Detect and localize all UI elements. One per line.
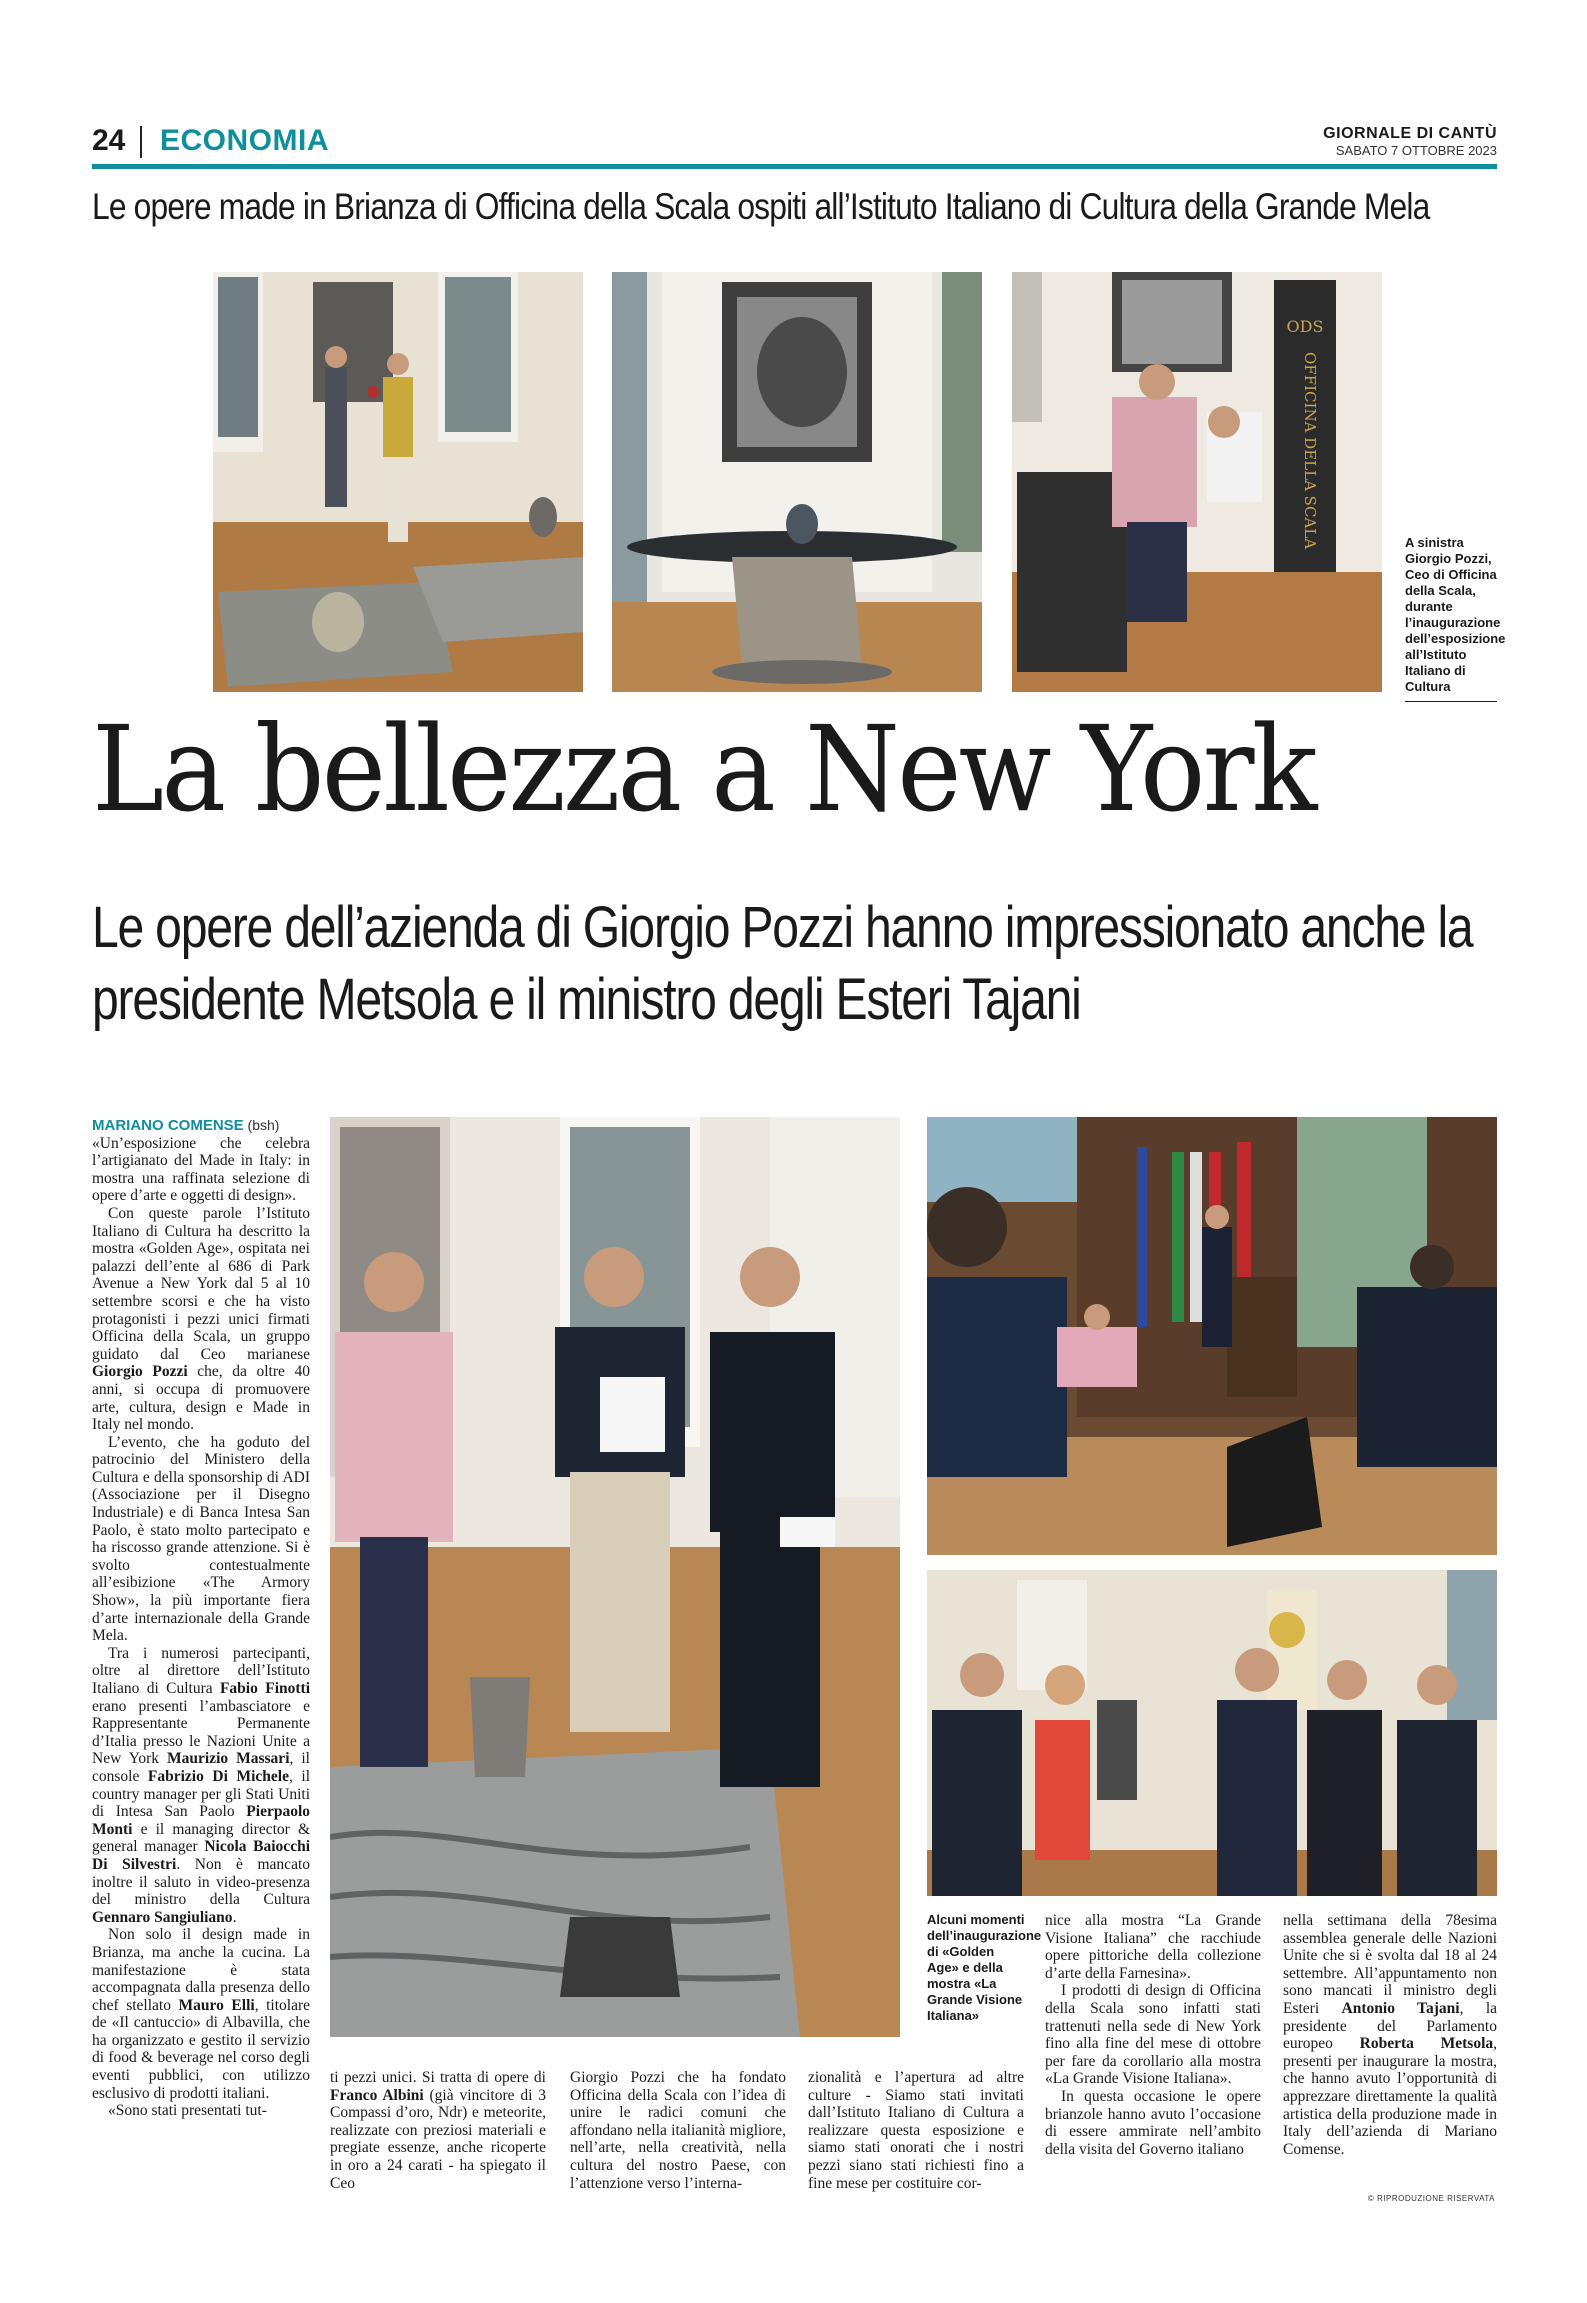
photo-glass-table xyxy=(612,272,982,692)
paragraph: zionalità e l’apertura ad altre culture - Siamo stati invitati dall’Istituto Italiano di Cultura a realizzare questa esposizione e siamo stati onorati che i nostri pezzi siano stati richiesti fino a fine mese per costituire cor- xyxy=(808,2069,1024,2192)
person-name: Nicola Baiocchi Di Silvestri xyxy=(92,1838,310,1873)
issue-date: SABATO 7 OTTOBRE 2023 xyxy=(1335,143,1497,158)
person-name: Mauro Elli xyxy=(178,1996,255,2014)
paragraph: «Un’esposizione che celebra l’artigianato del Made in Italy: in mostra una raffinata selezione di opere d’arte e oggetti di design». xyxy=(92,1134,310,1205)
person-name: Maurizio Massari xyxy=(167,1750,290,1768)
caption-top-photo: A sinistra Giorgio Pozzi, Ceo di Officina della Scala, durante l’inaugurazione dell’esposizione all’Istituto Italiano di Cultura xyxy=(1405,535,1497,702)
paragraph: erano presenti l’ambasciatore e Rappresentante Permanente d’Italia presso le Nazioni Unite a New York xyxy=(92,1697,310,1768)
paragraph: Giorgio Pozzi che ha fondato Officina della Scala con l’idea di unire le radici comuni che affondano nella italianità migliore, nell’arte, nella creatività, nella cultura del nostro Paese, con l’attenzione verso l’interna- xyxy=(570,2069,786,2192)
paragraph: Con queste parole l’Istituto Italiano di Cultura ha descritto la mostra «Golden Age», ospitata nei palazzi dell’ente al 686 di Park Avenue a New York dal 5 al 10 settembre scorsi e che ha visto protagonisti i pezzi unici firmati Officina della Scala, un gruppo guidato dal Ceo marianese xyxy=(92,1204,310,1363)
photo-exhibition-room xyxy=(213,272,583,692)
paragraph: In questa occasione le opere brianzole hanno avuto l’occasione di essere ammirate nell’ambito della visita del Governo italiano xyxy=(1045,2087,1261,2158)
headline: La bellezza a New York xyxy=(92,700,1315,838)
person-name: Fabio Finotti xyxy=(219,1680,310,1697)
photo-conference-speech xyxy=(927,1117,1497,1555)
logo-banner-text: OFFICINA DELLA SCALA xyxy=(1301,352,1319,550)
paragraph: , il country manager per gli Stati Uniti di Intesa San Paolo xyxy=(92,1767,310,1821)
article-column-1 xyxy=(92,1117,310,2120)
paragraph: , presenti per inaugurare la mostra, che hanno avuto l’opportunità di apprezzare direttamente la qualità artistica della produzione made in Italy dell’azienda di Mariano Comense. xyxy=(1283,2035,1498,2158)
paragraph: nella settimana della 78esima assemblea generale delle Nazioni Unite che si è svolta dal 18 al 24 settembre. All’appuntamento non sono mancati il ministro degli Esteri xyxy=(1283,1912,1497,2017)
paragraph: e il managing director & general manager xyxy=(92,1820,311,1856)
person-name: Roberta Metsola xyxy=(1359,2035,1494,2053)
paragraph: nice alla mostra “La Grande Visione Italiana” che racchiude opere pittoriche della collezione d’arte della Farnesina». xyxy=(1045,1912,1261,1982)
byline-source: (bsh) xyxy=(247,1117,280,1133)
header-separator xyxy=(140,126,142,158)
page-number: 24 xyxy=(92,124,126,157)
masthead xyxy=(1323,125,1497,158)
paragraph: Tra i numerosi partecipanti, oltre al direttore dell’Istituto Italiano di Cultura xyxy=(92,1644,310,1697)
paragraph: . xyxy=(232,1908,237,1926)
person-name: Franco Albini xyxy=(330,2086,424,2104)
paragraph: (già vincitore di 3 Compassi d’oro, Ndr) e meteorite, realizzate con preziosi materiali e pregiate essenze, anche ricoperte in oro a 24 carati - ha spiegato il Ceo xyxy=(330,2086,546,2192)
paragraph: che, da oltre 40 anni, si occupa di promuovere arte, cultura, design e Made in Italy nel mondo. xyxy=(92,1363,311,1434)
byline: MARIANO COMENSE xyxy=(92,1117,244,1134)
paragraph: «Sono stati presentati tut- xyxy=(108,2102,267,2120)
paragraph: Non solo il design made in Brianza, ma anche la cucina. La manifestazione è stata accompagnata dalla presenza dello chef stellato xyxy=(92,1926,310,2014)
article-column-2 xyxy=(330,2069,546,2192)
article-column-5 xyxy=(1045,1912,1261,2158)
person-name: Giorgio Pozzi xyxy=(92,1363,188,1381)
photo-group-metsola-tajani xyxy=(927,1570,1497,1896)
paragraph: , titolare de «Il cantuccio» di Albavilla, che ha organizzato e gestito il servizio di food & beverage nel corso degli eventi pubblici, con utilizzo esclusivo di prodotti italiani. xyxy=(92,1996,310,2102)
person-name: Pierpaolo Monti xyxy=(92,1803,311,1838)
logo-mark-text: ODS xyxy=(1286,317,1324,336)
person-name: Gennaro Sangiuliano xyxy=(92,1908,233,1926)
article-column-4 xyxy=(808,2069,1024,2192)
paragraph: ti pezzi unici. Si tratta di opere di xyxy=(330,2069,546,2086)
paragraph: . Non è mancato inoltre il saluto in video-presenza del ministro della Cultura xyxy=(92,1855,311,1909)
article-column-3 xyxy=(570,2069,786,2192)
caption-bottom-photos: Alcuni momenti dell’inaugurazione di «Golden Age» e della mostra «La Grande Visione Italiana» xyxy=(927,1912,1042,2023)
copyright-notice: © RIPRODUZIONE RISERVATA xyxy=(1367,2194,1495,2203)
paragraph: , il console xyxy=(92,1750,310,1785)
header-rule xyxy=(92,164,1497,169)
kicker: Le opere made in Brianza di Officina della Scala ospiti all’Istituto Italiano di Cultura della Grande Mela xyxy=(92,186,1430,227)
person-name: Antonio Tajani xyxy=(1341,1999,1460,2017)
paragraph: L’evento, che ha goduto del patrocinio del Ministero della Cultura e della sponsorship di ADI (Associazione per il Disegno Industriale) e di Banca Intesa San Paolo, è stato molto partecipato e ha riscosso grande attenzione. Si è svolto contestualmente all’esibizione «The Armory Show», la più importante fiera d’arte internazionale della Grande Mela. xyxy=(92,1433,310,1645)
article-column-6 xyxy=(1283,1912,1497,2158)
paragraph: I prodotti di design di Officina della Scala sono infatti stati trattenuti nella sede di New York fino alla fine del mese di ottobre per fare da corollario alla mostra «La Grande Visione Italiana». xyxy=(1045,1982,1261,2088)
section-label: ECONOMIA xyxy=(160,124,329,157)
photo-pozzi-seated xyxy=(1012,272,1382,692)
photo-three-men xyxy=(330,1117,900,2037)
newspaper-name: GIORNALE DI CANTÙ xyxy=(1323,125,1497,142)
paragraph: , la presidente del Parlamento europeo xyxy=(1283,1999,1498,2053)
subheadline: Le opere dell’azienda di Giorgio Pozzi hanno impressionato anche la presidente Metsola e il ministro degli Esteri Tajani xyxy=(92,895,1473,1032)
person-name: Fabrizio Di Michele xyxy=(147,1767,289,1785)
